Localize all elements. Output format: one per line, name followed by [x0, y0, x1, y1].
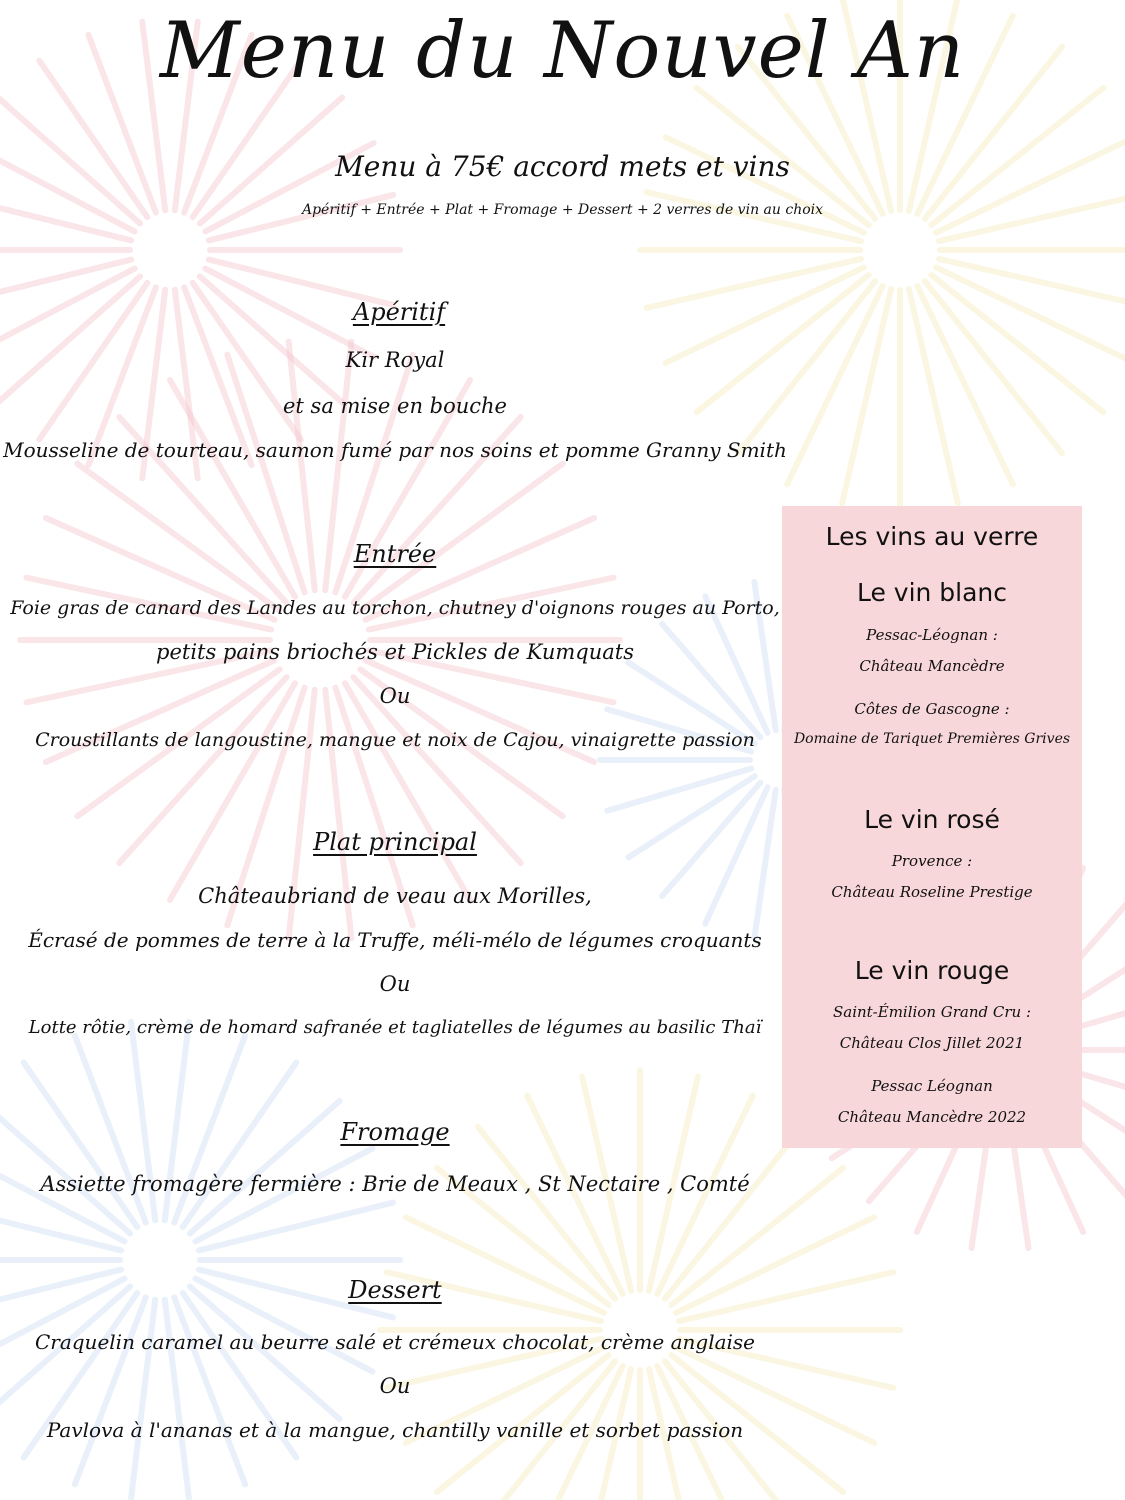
wines-title: Les vins au verre [825, 522, 1039, 551]
wine-rouge-appellation: Saint-Émilion Grand Cru : [832, 1003, 1032, 1021]
aperitif-section [0, 298, 790, 326]
menu-formula: Apéritif + Entrée + Plat + Fromage + Dessert + 2 verres de vin au choix [301, 202, 824, 218]
aperitif-line: Mousseline de tourteau, saumon fumé par nos soins et pomme Granny Smith [3, 438, 787, 462]
aperitif-line: Kir Royal [345, 348, 445, 372]
entree-heading: Entrée [353, 540, 437, 568]
wine-rose-label: Le vin rosé [864, 805, 1000, 834]
plat-line: Écrasé de pommes de terre à la Truffe, méli-mélo de légumes croquants [28, 928, 762, 952]
firework-ray [931, 275, 1103, 412]
wine-rouge-label: Le vin rouge [854, 956, 1010, 985]
entree-line: petits pains briochés et Pickles de Kumquats [156, 640, 634, 664]
firework-ray [665, 1127, 802, 1299]
firework-ray [925, 281, 1062, 453]
wine-rouge-appellation: Pessac Léognan [871, 1077, 993, 1095]
wine-blanc-appellation: Pessac-Léognan : [866, 626, 998, 644]
plat-line: Lotte rôtie, crème de homard safranée et tagliatelles de légumes au basilic Thaï [28, 1017, 762, 1038]
fromage-heading: Fromage [340, 1118, 450, 1146]
wine-box [782, 506, 1082, 1148]
wine-rose-name: Château Roseline Prestige [831, 883, 1033, 901]
dessert-line: Pavlova à l'ananas et à la mangue, chantilly vanille et sorbet passion [46, 1418, 744, 1442]
wine-blanc-appellation: Côtes de Gascogne : [854, 700, 1010, 718]
wine-rouge-name: Château Clos Jillet 2021 [839, 1034, 1025, 1052]
entree-line: Foie gras de canard des Landes au torchon, chutney d'oignons rouges au Porto, [10, 597, 780, 619]
menu-subtitle: Menu à 75€ accord mets et vins [335, 150, 790, 183]
wine-rose-appellation: Provence : [891, 852, 973, 870]
dessert-line: Craquelin caramel au beurre salé et crémeux chocolat, crème anglaise [34, 1330, 756, 1354]
aperitif-heading: Apéritif [352, 298, 446, 326]
entree-line: Croustillants de langoustine, mangue et noix de Cajou, vinaigrette passion [35, 729, 755, 751]
dessert-heading: Dessert [348, 1276, 442, 1304]
firework-ray [478, 1127, 615, 1299]
wine-rouge-name: Château Mancèdre 2022 [837, 1108, 1027, 1126]
dessert-ou: Ou [379, 1374, 411, 1398]
wine-blanc-name: Domaine de Tariquet Premières Grives [793, 731, 1071, 747]
wine-blanc-name: Château Mancèdre [859, 657, 1005, 675]
plat-ou: Ou [379, 972, 411, 996]
aperitif-line: et sa mise en bouche [283, 394, 507, 418]
plat-line: Châteaubriand de veau aux Morilles, [198, 884, 592, 908]
plat-heading: Plat principal [313, 828, 477, 856]
wine-blanc-label: Le vin blanc [856, 578, 1008, 607]
menu-title: Menu du Nouvel An [159, 6, 966, 96]
entree-ou: Ou [379, 684, 411, 708]
fromage-line: Assiette fromagère fermière : Brie de Meaux , St Nectaire , Comté [40, 1172, 750, 1196]
